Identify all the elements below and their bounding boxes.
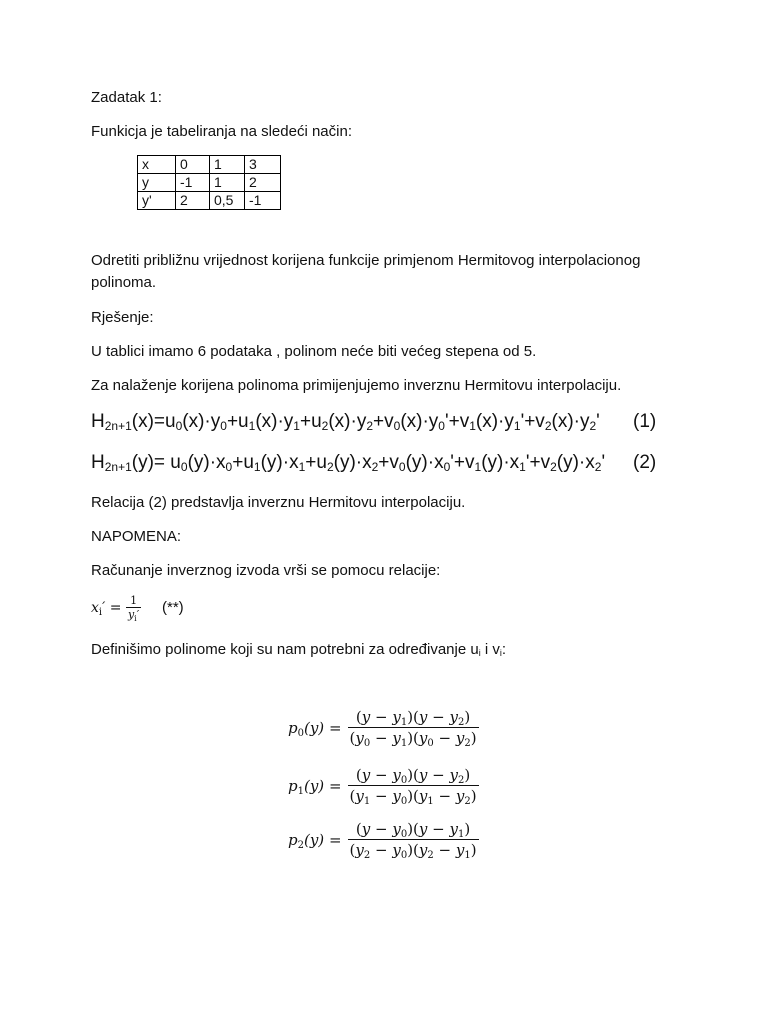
table-cell: x bbox=[138, 156, 176, 174]
table-cell: 2 bbox=[176, 192, 210, 210]
equation-1-number: (1) bbox=[633, 411, 657, 432]
intro-text: Funkicja je tabeliranja na sledeći način: bbox=[91, 123, 352, 140]
table-cell: 1 bbox=[210, 174, 245, 192]
define-text: Definišimo polinome koji su nam potrebni za određivanje ui i vi: bbox=[91, 641, 507, 658]
solution-line-2: Za nalaženje korijena polinoma primijenjujemo inverznu Hermitovu interpolaciju. bbox=[91, 377, 622, 394]
table-row bbox=[138, 174, 281, 192]
equation-1: $H_{2n+1}(x)=u_0(x)\cdot y_0+u_1(x)\cdot y_1+u_2(x)\cdot y_2+v_0(x)\cdot y_0'+v_1(x)\cdot y_1'+v_2(x)\cdot y_2'$ bbox=[91, 411, 600, 433]
task-title: Zadatak 1: bbox=[91, 89, 162, 106]
table-cell: 0 bbox=[176, 156, 210, 174]
note-label: NAPOMENA: bbox=[91, 528, 182, 545]
table-cell: -1 bbox=[176, 174, 210, 192]
inverse-derivative-formula: $x_i'$ = $\frac{1}{y_i'}$ bbox=[91, 594, 140, 623]
p1-formula: $p_1(y)$ = $\frac{(y - y_0)(y - y_2)}{(y_1 - y_0)(y_1 - y_2)}$ bbox=[288, 766, 477, 807]
table-row bbox=[138, 192, 281, 210]
data-table bbox=[137, 155, 281, 210]
derivative-marker: (**) bbox=[162, 599, 184, 616]
task-line-1: Odretiti približnu vrijednost korijena funkcije primjenom Hermitovog interpolacionog bbox=[91, 252, 641, 269]
solution-label: Rješenje: bbox=[91, 309, 154, 326]
table-cell: y' bbox=[138, 192, 176, 210]
p2-formula: $p_2(y)$ = $\frac{(y - y_0)(y - y_1)}{(y_2 - y_0)(y_2 - y_1)}$ bbox=[288, 820, 477, 861]
table-cell: 1 bbox=[210, 156, 245, 174]
note-text: Računanje inverznog izvoda vrši se pomocu relacije: bbox=[91, 562, 441, 579]
table-cell: 2 bbox=[245, 174, 281, 192]
equation-2-number: (2) bbox=[633, 452, 657, 473]
table-cell: y bbox=[138, 174, 176, 192]
table-row bbox=[138, 156, 281, 174]
solution-line-1: U tablici imamo 6 podataka , polinom neće biti većeg stepena od 5. bbox=[91, 343, 537, 360]
equation-2: $H_{2n+1}(y)= u_0(y)\cdot x_0+u_1(y)\cdot x_1+u_2(y)\cdot x_2+v_0(y)\cdot x_0'+v_1(y)\cdot x_1'+v_2(y)\cdot x_2'$ bbox=[91, 452, 606, 474]
table-cell: -1 bbox=[245, 192, 281, 210]
table-cell: 0,5 bbox=[210, 192, 245, 210]
relation-note: Relacija (2) predstavlja inverznu Hermitovu interpolaciju. bbox=[91, 494, 466, 511]
table-cell: 3 bbox=[245, 156, 281, 174]
task-line-2: polinoma. bbox=[91, 274, 157, 291]
p0-formula: $p_0(y)$ = $\frac{(y - y_1)(y - y_2)}{(y_0 - y_1)(y_0 - y_2)}$ bbox=[288, 708, 477, 749]
